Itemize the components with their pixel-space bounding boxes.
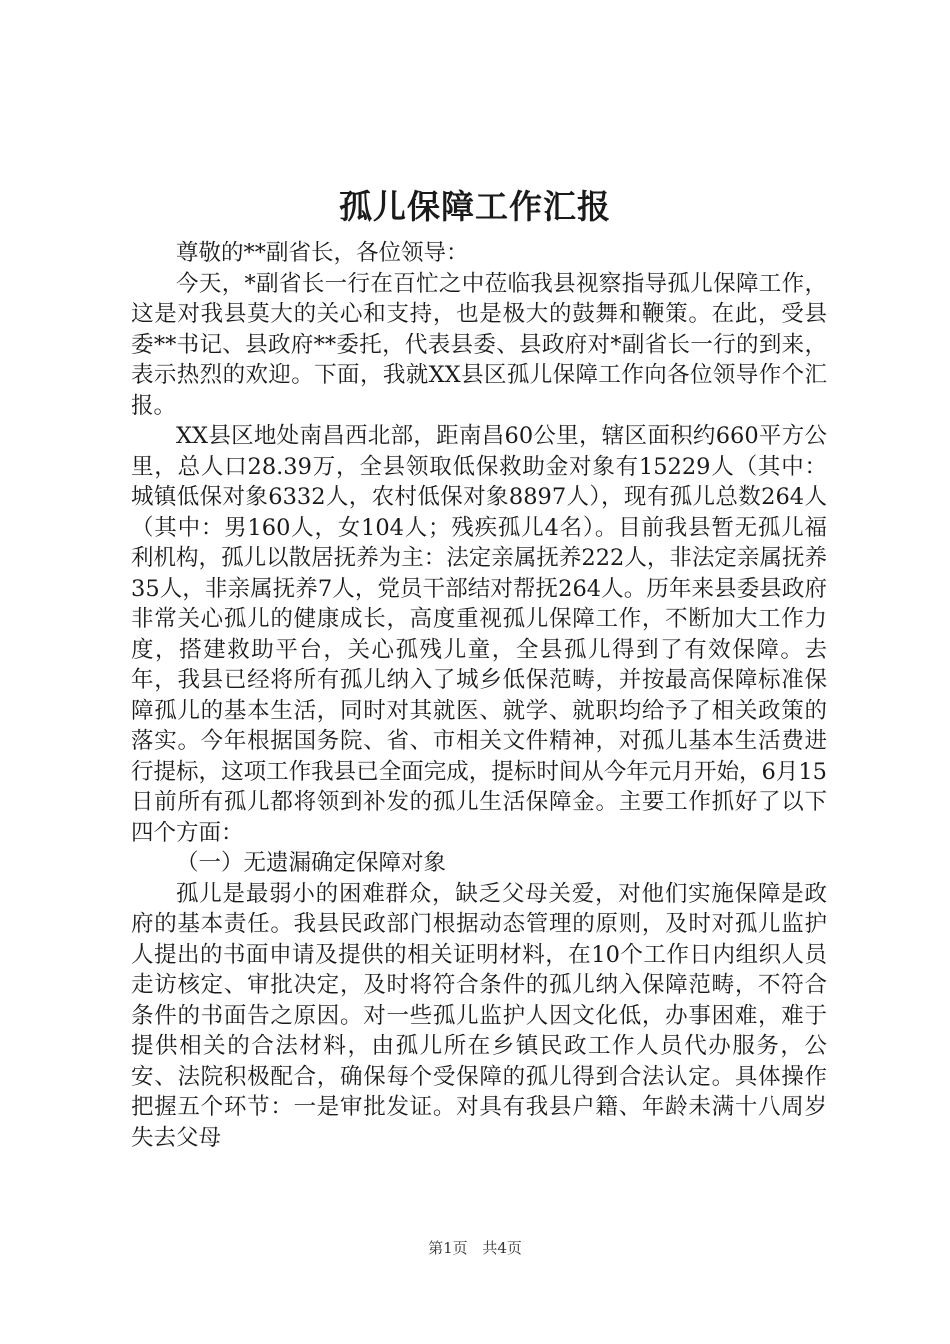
document-body: [131, 238, 827, 1153]
page-footer: [0, 1238, 950, 1258]
page-number: 第1页: [428, 1239, 468, 1257]
salutation-paragraph: 尊敬的**副省长，各位领导：: [176, 240, 469, 266]
section-heading: （一）无遗漏确定保障对象: [176, 850, 447, 876]
document-title: 孤儿保障工作汇报: [339, 187, 611, 226]
intro-paragraph: 今天，*副省长一行在百忙之中莅临我县视察指导孤儿保障工作，这是对我县莫大的关心和支持，也是极大的鼓舞和鞭策。在此，受县委**书记、县政府**委托，代表县委、县政府对*副省长一行的到来，表示热烈的欢迎。下面，我就XX县区孤儿保障工作向各位领导作个汇报。: [131, 270, 827, 419]
overview-paragraph: XX县区地处南昌西北部，距南昌60公里，辖区面积约660平方公里，总人口28.39万，全县领取低保救助金对象有15229人（其中：城镇低保对象6332人，农村低保对象8897人），现有孤儿总数264人（其中：男160人，女104人；残疾孤儿4名）。目前我县暂无孤儿福利机构，孤儿以散居抚养为主：法定亲属抚养222人，非法定亲属抚养35人，非亲属抚养7人，党员干部结对帮抚264人。历年来县委县政府非常关心孤儿的健康成长，高度重视孤儿保障工作，不断加大工作力度，搭建救助平台，关心孤残儿童，全县孤儿得到了有效保障。去年，我县已经将所有孤儿纳入了城乡低保范畴，并按最高保障标准保障孤儿的基本生活，同时对其就医、就学、就职均给予了相关政策的落实。今年根据国务院、省、市相关文件精神，对孤儿基本生活费进行提标，这项工作我县已全面完成，提标时间从今年元月开始，6月15日前所有孤儿都将领到补发的孤儿生活保障金。主要工作抓好了以下四个方面：: [131, 423, 827, 846]
page-total: 共4页: [482, 1239, 522, 1257]
section-paragraph: 孤儿是最弱小的困难群众，缺乏父母关爱，对他们实施保障是政府的基本责任。我县民政部门根据动态管理的原则，及时对孤儿监护人提出的书面申请及提供的相关证明材料，在10个工作日内组织人员走访核定、审批决定，及时将符合条件的孤儿纳入保障范畴，不符合条件的书面告之原因。对一些孤儿监护人因文化低，办事困难，难于提供相关的合法材料，由孤儿所在乡镇民政工作人员代办服务，公安、法院积极配合，确保每个受保障的孤儿得到合法认定。具体操作把握五个环节：一是审批发证。对具有我县户籍、年龄未满十八周岁失去父母: [131, 880, 827, 1151]
